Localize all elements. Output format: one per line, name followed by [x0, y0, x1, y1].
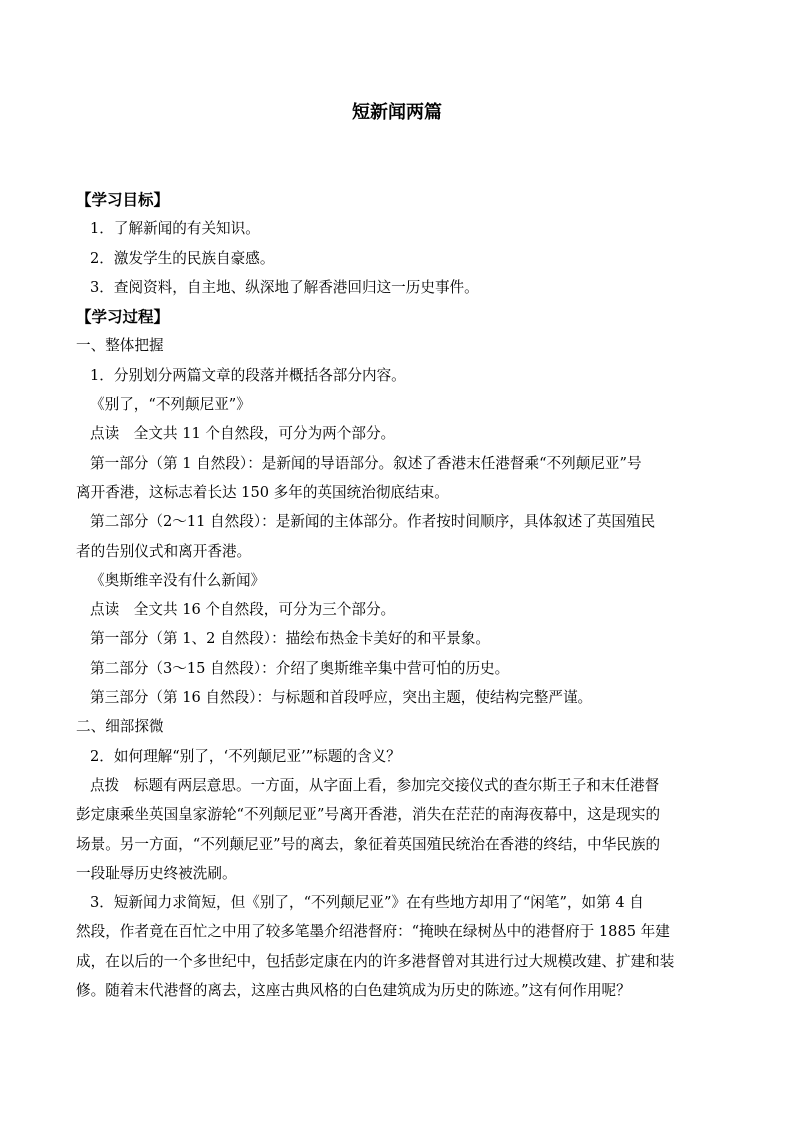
article-1-part-1-line-1: 第一部分（第 1 自然段）：是新闻的导语部分。叙述了香港末任港督乘“不列颠尼亚”号: [90, 454, 642, 472]
article-1-part-2-line-2: 者的告别仪式和离开香港。: [76, 542, 252, 560]
page-title: 短新闻两篇: [352, 102, 442, 123]
article-title-2: 《奥斯维辛没有什么新闻》: [90, 571, 266, 589]
question-2-answer-line-2: 彭定康乘坐英国皇家游轮“不列颠尼亚”号离开香港，消失在茫茫的南海夜幕中，这是现实的: [76, 806, 661, 824]
question-2-answer-line-4: 一段耻辱历史终被洗刷。: [76, 864, 237, 882]
part-heading-2: 二、细部探微: [76, 718, 164, 736]
part-heading-1: 一、整体把握: [76, 337, 164, 355]
goal-item-3: 3．查阅资料，自主地、纵深地了解香港回归这一历史事件。: [90, 278, 479, 296]
goal-item-1: 1．了解新闻的有关知识。: [90, 220, 260, 238]
goal-item-2: 2．激发学生的民族自豪感。: [90, 249, 275, 267]
section-header-process: 【学习过程】: [76, 307, 170, 327]
article-2-reading-note: 点读 全文共 16 个自然段，可分为三个部分。: [90, 601, 396, 619]
article-2-part-1: 第一部分（第 1、2 自然段）：描绘布热金卡美好的和平景象。: [90, 630, 490, 648]
article-1-part-1-line-2: 离开香港，这标志着长达 150 多年的英国统治彻底结束。: [76, 483, 449, 501]
question-3-line-3: 成，在以后的一个多世纪中，包括彭定康在内的许多港督曾对其进行过大规模改建、扩建和装: [76, 952, 675, 970]
question-3-line-2: 然段，作者竟在百忙之中用了较多笔墨介绍港督府：“掩映在绿树丛中的港督府于 1885 年建: [76, 923, 670, 941]
section-header-goals: 【学习目标】: [76, 190, 170, 209]
article-title-1: 《别了，“不列颠尼亚”》: [90, 396, 251, 414]
article-2-part-2: 第二部分（3～15 自然段）：介绍了奥斯维辛集中营可怕的历史。: [90, 659, 510, 677]
question-3-line-1: 3．短新闻力求简短，但《别了，“不列颠尼亚”》在有些地方却用了“闲笔”，如第 4 自: [90, 894, 644, 912]
question-3-line-4: 修。随着末代港督的离去，这座古典风格的白色建筑成为历史的陈迹。”这有何作用呢？: [76, 982, 631, 1000]
question-2: 2．如何理解“别了，‘不列颠尼亚’”标题的含义？: [90, 747, 401, 765]
question-1: 1．分别划分两篇文章的段落并概括各部分内容。: [90, 366, 406, 384]
question-2-answer-line-1: 点拨 标题有两层意思。一方面，从字面上看，参加完交接仪式的查尔斯王子和末任港督: [90, 776, 660, 794]
article-1-reading-note: 点读 全文共 11 个自然段，可分为两个部分。: [90, 425, 396, 443]
article-2-part-3: 第三部分（第 16 自然段）：与标题和首段呼应，突出主题，使结构完整严谨。: [90, 689, 593, 707]
question-2-answer-line-3: 场景。另一方面，“不列颠尼亚”号的离去，象征着英国殖民统治在香港的终结，中华民族的: [76, 835, 661, 853]
article-1-part-2-line-1: 第二部分（2～11 自然段）：是新闻的主体部分。作者按时间顺序，具体叙述了英国殖民: [90, 513, 656, 531]
document-body: [76, 185, 722, 1005]
